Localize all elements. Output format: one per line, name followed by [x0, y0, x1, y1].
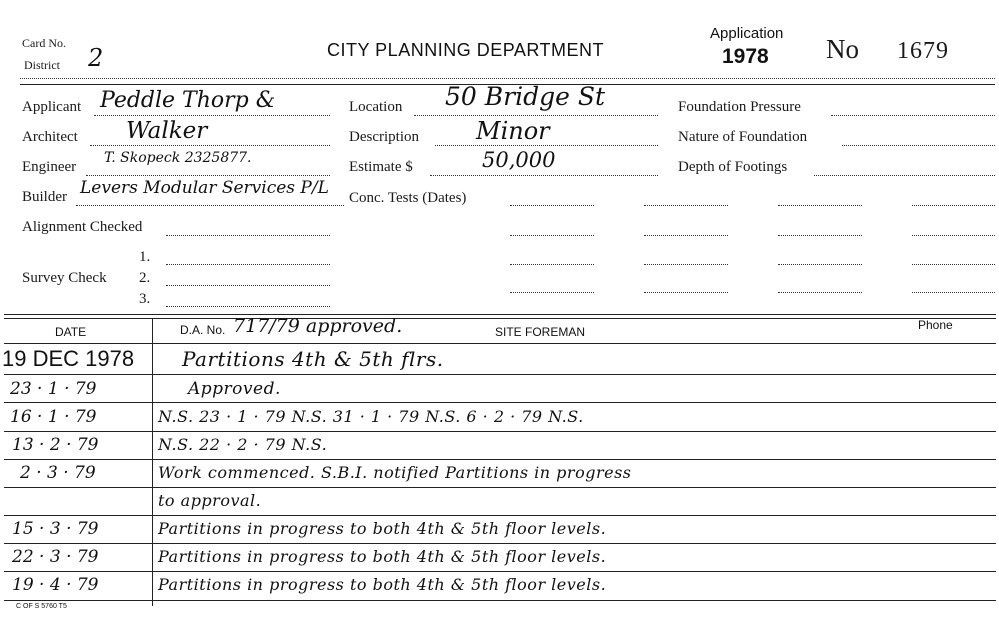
log-date: 19 DEC 1978	[2, 346, 135, 371]
log-entry: Partitions in progress to both 4th & 5th floor levels.	[158, 519, 607, 538]
conc-test-line	[510, 235, 594, 236]
log-entry: Partitions in progress to both 4th & 5th floor levels.	[158, 575, 607, 594]
log-top-rule	[4, 314, 996, 315]
alignment-line	[166, 235, 330, 236]
log-header-rule	[4, 343, 996, 344]
log-entry: to approval.	[158, 491, 262, 510]
builder-line	[76, 205, 344, 206]
conc-test-line	[510, 205, 594, 206]
log-row-rule	[4, 515, 996, 516]
foundation-pressure-label: Foundation Pressure	[678, 99, 801, 115]
log-entry: Partitions in progress to both 4th & 5th floor levels.	[158, 547, 607, 566]
applicant-label: Applicant	[22, 99, 82, 115]
engineer-value: T. Skopeck 2325877.	[104, 150, 252, 166]
applicant-value: Peddle Thorp &	[100, 88, 276, 113]
engineer-label: Engineer	[22, 159, 77, 175]
estimate-value: 50,000	[482, 148, 556, 172]
architect-label: Architect	[22, 129, 78, 145]
conc-tests-label: Conc. Tests (Dates)	[349, 190, 467, 206]
log-entry: N.S. 23 · 1 · 79 N.S. 31 · 1 · 79 N.S. 6 · 2 · 79 N.S.	[158, 407, 584, 426]
foundation-pressure-line	[831, 115, 995, 116]
date-column-divider	[152, 318, 153, 606]
description-label: Description	[349, 129, 419, 145]
conc-test-line	[912, 235, 995, 236]
log-row-rule	[4, 431, 996, 432]
site-foreman-label: SITE FOREMAN	[495, 325, 586, 339]
depth-footings-line	[814, 175, 995, 176]
log-row-rule	[4, 487, 996, 488]
log-date: 19 · 4 · 79	[12, 575, 99, 595]
log-date: 2 · 3 · 79	[20, 463, 96, 483]
form-code: C OF S 5760 T5	[16, 603, 67, 610]
conc-test-line	[912, 264, 995, 265]
survey-line-3	[166, 306, 330, 307]
conc-test-line	[644, 205, 728, 206]
conc-test-line	[912, 205, 995, 206]
architect-line	[90, 145, 330, 146]
department-title: CITY PLANNING DEPARTMENT	[327, 40, 605, 60]
conc-test-line	[644, 235, 728, 236]
conc-test-line	[778, 205, 862, 206]
description-value: Minor	[476, 117, 550, 145]
log-date: 13 · 2 · 79	[12, 435, 99, 455]
location-line	[414, 115, 658, 116]
district-value: 2	[88, 44, 104, 72]
application-label: Application	[710, 25, 784, 42]
survey-label: Survey Check	[22, 270, 107, 286]
architect-value: Walker	[126, 118, 208, 144]
application-year: 1978	[722, 45, 769, 68]
conc-test-line	[644, 292, 728, 293]
survey-number-1: 1.	[139, 249, 151, 265]
log-row-rule	[4, 571, 996, 572]
log-date: 15 · 3 · 79	[12, 519, 99, 539]
depth-footings-label: Depth of Footings	[678, 159, 788, 175]
survey-number-2: 2.	[139, 270, 151, 286]
log-entry: Approved.	[188, 379, 281, 399]
number-symbol: No	[826, 34, 859, 64]
estimate-label: Estimate $	[349, 159, 413, 175]
log-date: 16 · 1 · 79	[10, 407, 97, 427]
conc-test-line	[778, 264, 862, 265]
location-value: 50 Bridge St	[445, 82, 605, 111]
card-no-label: Card No.	[22, 36, 66, 50]
log-date: 23 · 1 · 79	[10, 379, 97, 399]
nature-foundation-line	[842, 145, 995, 146]
log-entry: Work commenced. S.B.I. notified Partitions in progress	[158, 463, 632, 482]
log-row-rule	[4, 543, 996, 544]
da-value: 717/79 approved.	[233, 315, 403, 337]
applicant-line	[94, 115, 330, 116]
engineer-line	[86, 175, 330, 176]
conc-test-line	[510, 264, 594, 265]
estimate-line	[430, 175, 658, 176]
survey-line-1	[166, 264, 330, 265]
conc-test-line	[778, 292, 862, 293]
log-row-rule	[4, 459, 996, 460]
log-entry: N.S. 22 · 2 · 79 N.S.	[158, 435, 328, 454]
log-entry: Partitions 4th & 5th flrs.	[182, 347, 444, 371]
conc-test-line	[912, 292, 995, 293]
conc-test-line	[644, 264, 728, 265]
da-label: D.A. No.	[180, 323, 226, 337]
builder-value: Levers Modular Services P/L	[80, 178, 329, 198]
description-line	[435, 145, 658, 146]
date-header: DATE	[55, 325, 87, 339]
conc-test-line	[778, 235, 862, 236]
nature-foundation-label: Nature of Foundation	[678, 129, 808, 145]
log-row-rule	[4, 600, 996, 601]
log-date: 22 · 3 · 79	[12, 547, 99, 567]
log-row-rule	[4, 374, 996, 375]
phone-label: Phone	[918, 318, 953, 332]
log-row-rule	[4, 402, 996, 403]
district-label: District	[24, 58, 60, 72]
builder-label: Builder	[22, 189, 67, 205]
alignment-label: Alignment Checked	[22, 219, 143, 235]
conc-test-line	[510, 292, 594, 293]
location-label: Location	[349, 99, 403, 115]
application-number: 1679	[897, 38, 949, 64]
header-divider	[20, 78, 995, 79]
survey-line-2	[166, 285, 330, 286]
survey-number-3: 3.	[139, 291, 151, 307]
